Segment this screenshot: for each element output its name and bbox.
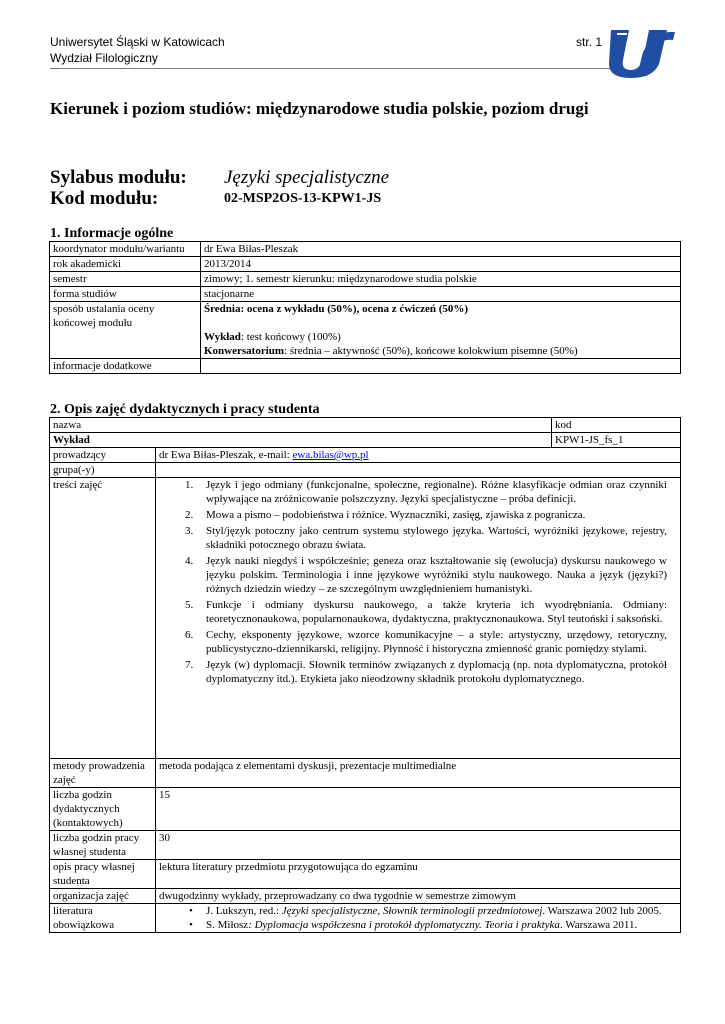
own-hours-label: liczba godzin pracy własnej studenta — [50, 831, 156, 860]
general-info-table — [49, 241, 681, 374]
methods-label: metody prowadzenia zajęć — [50, 759, 156, 788]
list-item: 1. Język i jego odmiany (funkcjonalne, społeczne, regionalne). Różne klasyfikacje odmian oraz czynniki wpływające na zróżnicowanie polszczyzny. Języki specjalistyczne – próba definicji. — [185, 479, 667, 505]
additional-info-label: informacje dodatkowe — [50, 359, 201, 374]
table-row — [50, 433, 681, 448]
organization-value: dwugodzinny wykłady, przeprowadzany co dwa tygodnie w semestrze zimowym — [156, 889, 681, 904]
syllabus-value: Języki specjalistyczne — [224, 167, 390, 188]
semester-value: zimowy; 1. semestr kierunku: międzynarodowe studia polskie — [201, 272, 681, 287]
grading-seminar: Konwersatorium: średnia – aktywność (50%), końcowe kolokwium pisemne (50%) — [204, 345, 578, 357]
section-2-title: 2. Opis zajęć dydaktycznych i pracy studenta — [50, 402, 320, 417]
table-row — [50, 831, 681, 860]
email-link[interactable]: ewa.bilas@wp.pl — [292, 449, 369, 461]
table-row — [50, 302, 681, 359]
list-item: 2. Mowa a pismo – podobieństwa i różnice. Wyznaczniki, zasięg, zjawiska z pogranicza. — [185, 509, 586, 521]
literature-label: literatura obowiązkowa — [50, 904, 156, 933]
page-header — [50, 34, 675, 68]
page-title: Kierunek i poziom studiów: międzynarodowe studia polskie, poziom drugi — [50, 99, 589, 118]
list-item: 3. Styl/język potoczny jako centrum systemu stylowego języka. Wartości, wyróżniki językowe, rejestry, składniki potocznego obrazu świata. — [185, 525, 667, 551]
content-label: treści zajęć — [50, 478, 156, 759]
list-item: • S. Miłosz: Dyplomacja współczesna i protokół dyplomatyczny. Teoria i praktyka. Warszawa 2011. — [189, 919, 638, 931]
university-name: Uniwersytet Śląski w Katowicach — [50, 35, 225, 49]
table-row — [50, 257, 681, 272]
groups-label: grupa(-y) — [50, 463, 156, 478]
semester-label: semestr — [50, 272, 201, 287]
list-item: 4. Język nauki niegdyś i współcześnie; geneza oraz kształtowanie się (ewolucja) dyskursu naukowego w języku polskim. Terminologia i inne językowe wyróżniki stylu naukowego. Nauka a język (języki?) różnych dziedzin wiedzy – ze szczególnym uwzględnieniem humanistyki. — [185, 555, 667, 595]
grading-lecture: Wykład: test końcowy (100%) — [204, 331, 341, 343]
section-1-title: 1. Informacje ogólne — [50, 226, 174, 241]
academic-year-label: rok akademicki — [50, 257, 201, 272]
coordinator-label: koordynator modułu/wariantu — [50, 242, 201, 257]
additional-info-value — [201, 359, 681, 374]
header-rule — [50, 68, 610, 69]
table-row — [50, 759, 681, 788]
content-value — [156, 478, 681, 759]
table-row — [50, 272, 681, 287]
organization-label: organizacja zajęć — [50, 889, 156, 904]
col-name-header: nazwa — [50, 418, 552, 433]
list-item: 7. Język (w) dyplomacji. Słownik terminów związanych z dyplomacją (np. nota dyplomatyczna, protokół dyplomatyczny itd.). Etykieta jako nieodzowny składnik protokołu dyplomatycznego. — [185, 659, 667, 685]
table-row — [50, 418, 681, 433]
faculty-name: Wydział Filologiczny — [50, 51, 158, 65]
syllabus-label: Sylabus modułu: — [50, 167, 187, 188]
col-code-header: kod — [552, 418, 681, 433]
hours-label: liczba godzin dydaktycznych (kontaktowych) — [50, 788, 156, 831]
grading-value — [201, 302, 681, 359]
study-form-value: stacjonarne — [201, 287, 681, 302]
hours-value: 15 — [156, 788, 681, 831]
groups-value — [156, 463, 681, 478]
table-row — [50, 287, 681, 302]
university-logo-icon — [607, 26, 677, 78]
page-number: str. 1 — [576, 35, 603, 49]
table-row — [50, 359, 681, 374]
own-work-value: lektura literatury przedmiotu przygotowująca do egzaminu — [156, 860, 681, 889]
lecturer-label: prowadzący — [50, 448, 156, 463]
table-row — [50, 463, 681, 478]
own-work-label: opis pracy własnej studenta — [50, 860, 156, 889]
list-item: 5. Funkcje i odmiany dyskursu naukowego, a także kryteria ich wyodrębniania. Odmiany: teoretycznonaukowa, popularnonaukowa, dydaktyczna, praktycznonaukowa. Styl teutoński i saksoński. — [185, 599, 667, 625]
grading-label: sposób ustalania oceny końcowej modułu — [50, 302, 201, 359]
coordinator-value: dr Ewa Biłas-Pleszak — [201, 242, 681, 257]
course-code: KPW1-JS_fs_1 — [552, 433, 681, 448]
table-row — [50, 904, 681, 933]
study-form-label: forma studiów — [50, 287, 201, 302]
table-row — [50, 889, 681, 904]
academic-year-value: 2013/2014 — [201, 257, 681, 272]
literature-value — [156, 904, 681, 933]
module-code-value: 02-MSP2OS-13-KPW1-JS — [224, 191, 382, 206]
lecturer-value: dr Ewa Biłas-Pleszak, e-mail: ewa.bilas@wp.pl — [156, 448, 681, 463]
list-item: 6. Cechy, eksponenty językowe, wzorce komunikacyjne – a style: artystyczny, urzędowy, retoryczny, publicystyczno-dziennikarski, religijny. Płynność i historyczna zmienność granic pomiędzy stylami. — [185, 629, 667, 655]
table-row — [50, 788, 681, 831]
list-item: • J. Lukszyn, red.: Języki specjalistyczne, Słownik terminologii przedmiotowej. Warszawa 2002 lub 2005. — [189, 905, 662, 917]
course-name: Wykład — [50, 433, 552, 448]
table-row — [50, 448, 681, 463]
module-code-label: Kod modułu: — [50, 188, 159, 209]
own-hours-value: 30 — [156, 831, 681, 860]
header-left — [50, 34, 225, 66]
table-row — [50, 242, 681, 257]
grading-average: Średnia: ocena z wykładu (50%), ocena z ćwiczeń (50%) — [204, 303, 469, 315]
course-description-table — [49, 417, 681, 933]
table-row — [50, 860, 681, 889]
methods-value: metoda podająca z elementami dyskusji, prezentacje multimedialne — [156, 759, 681, 788]
table-row — [50, 478, 681, 759]
